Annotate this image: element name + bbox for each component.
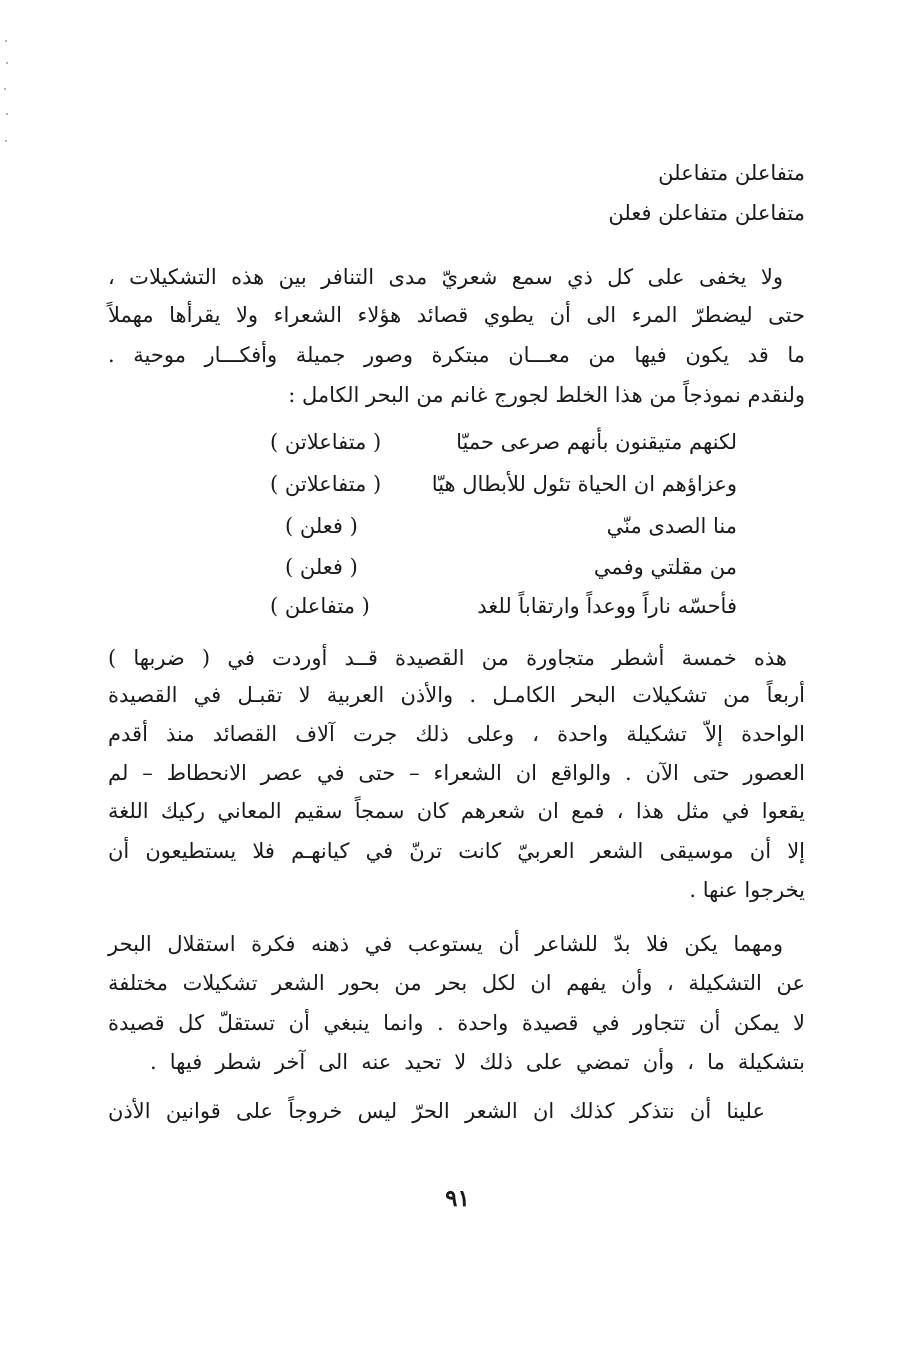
paragraph-line: عن التشكيلة ، وأن يفهم ان لكل بحر من بحور الشعر تشكيلات مختلفة <box>108 971 805 995</box>
paragraph-line: بتشكيلة ما ، وأن تمضي على ذلك لا تحيد عنه الى آخر شطر فيها . <box>150 1050 805 1074</box>
verse-meter: ( فعلن ) <box>285 514 358 538</box>
verse-meter: ( متفاعلاتن ) <box>270 472 382 496</box>
verse-text: منا الصدى منّي <box>606 514 737 538</box>
scan-speck <box>5 40 7 42</box>
scan-speck <box>5 140 7 142</box>
scan-speck <box>6 62 8 64</box>
paragraph-line: ولنقدم نموذجاً من هذا الخلط لجورج غانم من البحر الكامل : <box>288 383 805 407</box>
verse-row <box>285 509 737 543</box>
verse-meter: ( متفاعلن ) <box>270 594 370 618</box>
paragraph-line: العصور حتى الآن . والواقع ان الشعراء – حتى في عصر الانحطاط – لم <box>108 761 805 785</box>
verse-row <box>285 550 737 584</box>
scan-margin-marks <box>4 40 10 150</box>
paragraph-line: ومهما يكن فلا بدّ للشاعر أن يستوعب في ذهنه فكرة استقلال البحر <box>108 932 783 956</box>
paragraph-line: لا يمكن أن تتجاور في قصيدة واحدة . وانما ينبغي أن تستقلّ كل قصيدة <box>108 1011 805 1035</box>
paragraph-line: أربعاً من تشكيلات البحر الكامـل . والأذن العربية لا تقبـل في القصيدة <box>108 683 805 707</box>
meter-line: متفاعلن متفاعلن فعلن <box>608 201 805 225</box>
verse-row <box>270 589 737 623</box>
page-number: ٩١ <box>445 1185 470 1212</box>
paragraph-line: هذه خمسة أشطر متجاورة من القصيدة قــد أوردت في ( ضربها ) <box>108 646 787 670</box>
scan-speck <box>6 113 8 115</box>
paragraph-line: حتى ليضطرّ المرء الى أن يطوي قصائد هؤلاء الشعراء ولا يقرأها مهملاً <box>108 303 805 327</box>
paragraph-line: يخرجوا عنها . <box>689 878 805 902</box>
scan-speck <box>4 88 6 90</box>
paragraph-line: الواحدة إلاّ تشكيلة واحدة ، وعلى ذلك جرت آلاف القصائد منذ أقدم <box>108 722 805 746</box>
verse-meter: ( متفاعلاتن ) <box>270 430 382 454</box>
verse-text: وعزاؤهم ان الحياة تئول للأبطال هيّا <box>431 472 737 496</box>
paragraph-line: إلا أن موسيقى الشعر العربيّ كانت ترنّ في كيانهـم فلا يستطيعون أن <box>108 839 805 863</box>
paragraph-line: علينا أن نتذكر كذلك ان الشعر الحرّ ليس خروجاً على قوانين الأذن <box>108 1099 765 1123</box>
verse-row <box>270 467 737 501</box>
paragraph-line: ما قد يكون فيها من معـــان مبتكرة وصور جميلة وأفكـــار موحية . <box>108 343 805 367</box>
verse-meter: ( فعلن ) <box>285 555 358 579</box>
verse-row <box>270 425 737 459</box>
meter-line: متفاعلن متفاعلن <box>658 161 805 185</box>
verse-text: من مقلتي وفمي <box>593 555 737 579</box>
verse-text: فأحسّه ناراً ووعداً وارتقاباً للغد <box>477 594 737 618</box>
paragraph-line: يقعوا في مثل هذا ، فمع ان شعرهم كان سمجاً سقيم المعاني ركيك اللغة <box>108 799 805 823</box>
verse-text: لكنهم متيقنون بأنهم صرعى حميّا <box>456 430 737 454</box>
paragraph-line: ولا يخفى على كل ذي سمع شعريّ مدى التنافر بين هذه التشكيلات ، <box>108 265 783 289</box>
